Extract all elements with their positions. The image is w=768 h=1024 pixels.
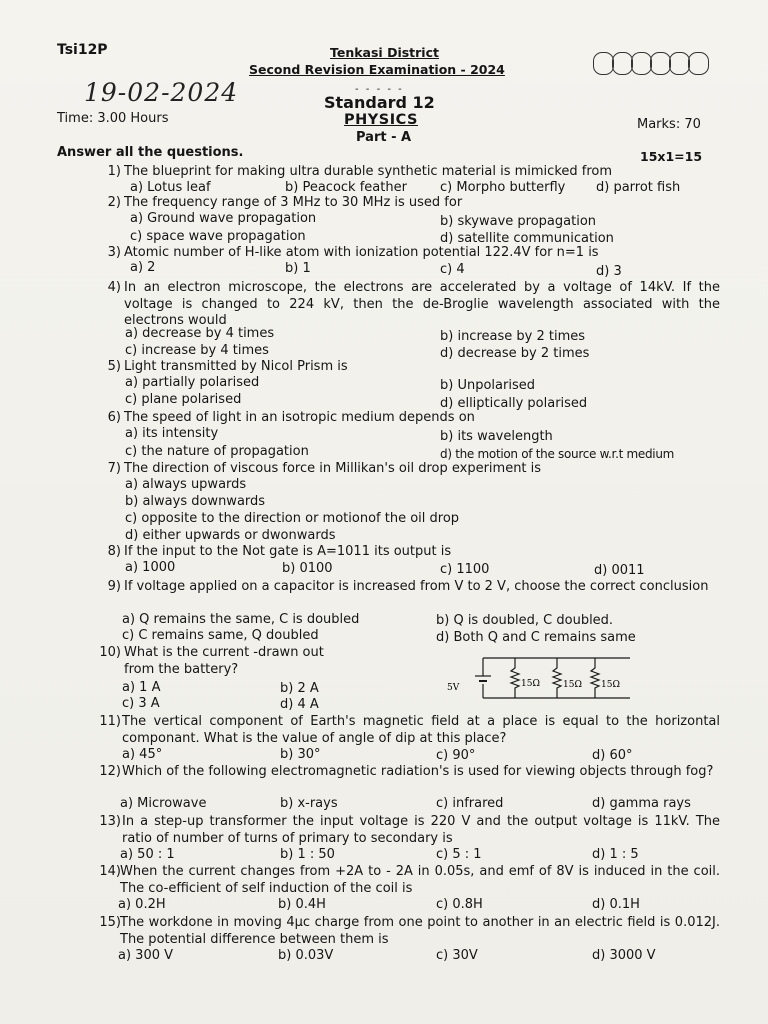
exam-title: Second Revision Examination - 2024 (249, 62, 505, 77)
option-d: d) 3 (596, 264, 622, 279)
question-number: 1) (107, 164, 121, 179)
question-number: 4) (107, 280, 121, 295)
option-b: b) increase by 2 times (440, 329, 586, 344)
option-a: a) 50 : 1 (120, 847, 175, 862)
question-number: 8) (107, 544, 121, 559)
option-d: d) gamma rays (592, 796, 691, 811)
option-a: a) 45° (122, 747, 163, 762)
resistor-2-icon (553, 658, 561, 698)
option-a: a) decrease by 4 times (125, 326, 275, 341)
question-number: 13) (99, 814, 121, 829)
question-text: In a step-up transformer the input voltage is 220 V and the output voltage is 11kV. The ratio of number of turns of primary to secondary is (122, 814, 720, 846)
option-c: c) Morpho butterfly (440, 180, 566, 195)
option-c: c) 3 A (122, 696, 160, 711)
option-b: b) 1 (285, 261, 311, 276)
option-a: a) 2 (130, 260, 156, 275)
option-d: d) 4 A (280, 697, 319, 712)
option-c: c) 30V (436, 948, 478, 963)
question-number: 15) (99, 915, 121, 930)
question-number: 12) (99, 764, 121, 779)
option-a: a) Ground wave propagation (130, 211, 317, 226)
handwritten-date: 19-02-2024 (84, 78, 239, 107)
paper-code: Tsi12P (57, 42, 108, 58)
option-c: c) plane polarised (125, 392, 242, 407)
register-box (631, 52, 652, 75)
marks-label: Marks: 70 (637, 117, 701, 132)
resistor-3-label: 15Ω (601, 680, 620, 690)
question-number: 10) (99, 645, 121, 660)
option-d: d) Both Q and C remains same (436, 630, 636, 645)
option-b: b) 0100 (282, 561, 333, 576)
option-b: b) x-rays (280, 796, 338, 811)
option-b: b) always downwards (125, 494, 266, 509)
question-text: The speed of light in an isotropic medium depends on (124, 410, 475, 425)
register-box (669, 52, 690, 75)
circuit-diagram (445, 654, 635, 700)
register-box (593, 52, 614, 75)
battery-voltage-label: 5V (447, 683, 460, 693)
option-d: d) elliptically polarised (440, 396, 588, 411)
question-number: 2) (107, 195, 121, 210)
question-text: If voltage applied on a capacitor is increased from V to 2 V, choose the correct conclusion (124, 579, 709, 594)
question-number: 14) (99, 864, 121, 879)
question-text: The direction of viscous force in Millikan's oil drop experiment is (124, 461, 542, 476)
option-a: a) Q remains the same, C is doubled (122, 612, 360, 627)
option-d: d) 1 : 5 (592, 847, 639, 862)
option-b: b) Unpolarised (440, 378, 535, 393)
register-box (612, 52, 633, 75)
option-c: c) space wave propagation (130, 229, 306, 244)
question-number: 3) (107, 245, 121, 260)
option-d: d) 3000 V (592, 948, 656, 963)
register-box (650, 52, 671, 75)
subject-title: PHYSICS (344, 112, 418, 128)
option-b: b) Peacock feather (285, 180, 407, 195)
standard-title: Standard 12 (324, 93, 435, 112)
question-number: 5) (107, 359, 121, 374)
option-d: d) 60° (592, 748, 633, 763)
option-d: d) 0011 (594, 563, 645, 578)
option-a: a) its intensity (125, 426, 219, 441)
option-c: c) 5 : 1 (436, 847, 482, 862)
option-b: b) Q is doubled, C doubled. (436, 613, 614, 628)
option-b: b) 0.4H (278, 897, 326, 912)
option-a: a) Lotus leaf (130, 180, 211, 195)
register-number-boxes (593, 52, 707, 75)
question-text: The blueprint for making ultra durable synthetic material is mimicked from (124, 164, 613, 179)
question-text: The vertical component of Earth's magnetic field at a place is equal to the horizontal componant. What is the value of angle of dip at this place? (122, 714, 720, 746)
question-text: The workdone in moving 4μc charge from one point to another in an electric field is 0.012J. The potential difference between them is (120, 915, 720, 947)
option-c: c) infrared (436, 796, 504, 811)
question-text: The frequency range of 3 MHz to 30 MHz is used for (124, 195, 463, 210)
option-b: b) its wavelength (440, 429, 553, 444)
question-number: 6) (107, 410, 121, 425)
instruction: Answer all the questions. (57, 145, 244, 160)
option-d: d) either upwards or dwonwards (125, 528, 336, 543)
question-number: 9) (107, 579, 121, 594)
resistor-3-icon (591, 658, 599, 698)
option-d: d) the motion of the source w.r.t medium (440, 447, 675, 461)
question-text: Light transmitted by Nicol Prism is (124, 359, 348, 374)
question-text: In an electron microscope, the electrons are accelerated by a voltage of 14kV. If the voltage is changed to 224 kV, then the de-Broglie wavelength associated with the electrons would (124, 280, 720, 328)
register-box (688, 52, 709, 75)
question-text: If the input to the Not gate is A=1011 its output is (124, 544, 452, 559)
part-title: Part - A (356, 130, 412, 145)
option-c: c) 1100 (440, 562, 490, 577)
question-text: Which of the following electromagnetic radiation's is used for viewing objects through fog? (122, 764, 714, 779)
separator-dashes: - - - - - (355, 84, 404, 95)
option-b: b) 30° (280, 747, 321, 762)
option-a: a) 1000 (125, 560, 176, 575)
option-a: a) 300 V (118, 948, 174, 963)
resistor-1-label: 15Ω (521, 679, 540, 689)
question-text: Atomic number of H-like atom with ionization potential 122.4V for n=1 is (124, 245, 599, 260)
option-c: c) the nature of propagation (125, 444, 309, 459)
question-text: What is the current -drawn out from the battery? (124, 645, 324, 677)
score-scheme: 15x1=15 (640, 149, 703, 164)
option-c: c) 4 (440, 262, 465, 277)
option-c: c) 0.8H (436, 897, 483, 912)
time-label: Time: 3.00 Hours (57, 111, 169, 126)
option-b: b) skywave propagation (440, 214, 597, 229)
option-b: b) 2 A (280, 681, 319, 696)
option-a: a) 0.2H (118, 897, 166, 912)
resistor-1-icon (511, 658, 519, 698)
option-b: b) 0.03V (278, 948, 334, 963)
question-text: When the current changes from +2A to - 2A in 0.05s, and emf of 8V is induced in the coil. The co-efficient of self induction of the coil is (120, 864, 720, 896)
question-number: 7) (107, 461, 121, 476)
option-c: c) C remains same, Q doubled (122, 628, 319, 643)
resistor-2-label: 15Ω (563, 680, 582, 690)
option-a: a) partially polarised (125, 375, 260, 390)
option-d: d) parrot fish (596, 180, 681, 195)
option-d: d) decrease by 2 times (440, 346, 590, 361)
option-c: c) opposite to the direction or motionof the oil drop (125, 511, 460, 526)
option-d: d) satellite communication (440, 231, 614, 246)
option-d: d) 0.1H (592, 897, 640, 912)
option-a: a) 1 A (122, 680, 161, 695)
option-c: c) 90° (436, 748, 476, 763)
question-number: 11) (99, 714, 121, 729)
district-title: Tenkasi District (330, 45, 439, 60)
option-a: a) always upwards (125, 477, 247, 492)
option-c: c) increase by 4 times (125, 343, 269, 358)
option-b: b) 1 : 50 (280, 847, 335, 862)
option-a: a) Microwave (120, 796, 207, 811)
